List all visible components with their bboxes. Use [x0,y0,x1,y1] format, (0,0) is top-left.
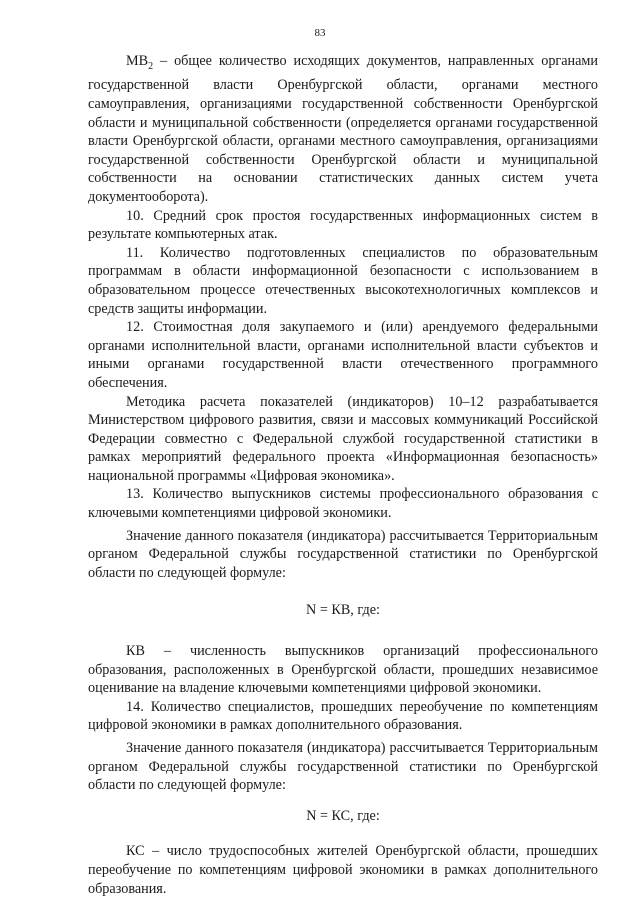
paragraph-indicator-12: 12. Стоимостная доля закупаемого и (или) арендуемого федеральными органами исполнительной власти, органами исполнительной власти субъектов и иными органами государственной власти отечественного программного обеспечения. [88,319,598,391]
document-body [88,52,598,898]
paragraph-indicator-14: 14. Количество специалистов, прошедших переобучение по компетенциям цифровой экономики в рамках дополнительного образования. [88,698,598,734]
term-mv: МВ [126,53,149,69]
paragraph-kv-definition: КВ – численность выпускников организаций профессионального образования, расположенных в Оренбургской области, прошедших независимое оценивание на владение ключевыми компетенциями цифровой экономики. [88,643,598,697]
paragraph-indicator-13: 13. Количество выпускников системы профессионального образования с ключевыми компетенциями цифровой экономики. [88,486,598,522]
paragraph-methodology: Методика расчета показателей (индикаторов) 10–12 разрабатывается Министерством цифрового развития, связи и массовых коммуникаций Российской Федерации совместно с Федеральной службой государственной статистики в рамках мероприятий федерального проекта «Информационная безопасность» национальной программы «Цифровая экономика». [88,393,598,484]
paragraph-calculation-13: Значение данного показателя (индикатора) рассчитывается Территориальным органом Федеральной службы государственной статистики по Оренбургской области по следующей формуле: [88,527,598,581]
formula-kv: N = КВ, где: [306,602,380,619]
formula-kc: N = КС, где: [306,807,380,824]
term-mv-subscript: 2 [148,60,154,72]
paragraph-kc-definition: КС – число трудоспособных жителей Оренбургской области, прошедших переобучение по компетенциям цифровой экономики в рамках дополнительного образования. [88,843,598,897]
paragraph-mv2-definition [88,52,598,207]
paragraph-indicator-11: 11. Количество подготовленных специалистов по образовательным программам в области информационной безопасности с использованием в образовательном процессе отечественных высокотехнологичных комплексов и средств защиты информации. [88,244,598,317]
mv2-definition-text: – общее количество исходящих документов, направленных органами государственной власти Оренбургской области, органами местного самоуправления, организациями государственной собственности Оренбургской области и муниципальной собственности (определяется органами государственной власти Оренбургской области, органами местного самоуправления, организациями государственной собственности Оренбургской области и муниципальной собственности на основании статистических данных систем учета документооборота). [88,53,598,205]
page-number: 83 [314,27,326,39]
paragraph-indicator-10: 10. Средний срок простоя государственных информационных систем в результате компьютерных атак. [88,207,598,243]
paragraph-calculation-14: Значение данного показателя (индикатора) рассчитывается Территориальным органом Федеральной службы государственной статистики по Оренбургской области по следующей формуле: [88,740,598,794]
